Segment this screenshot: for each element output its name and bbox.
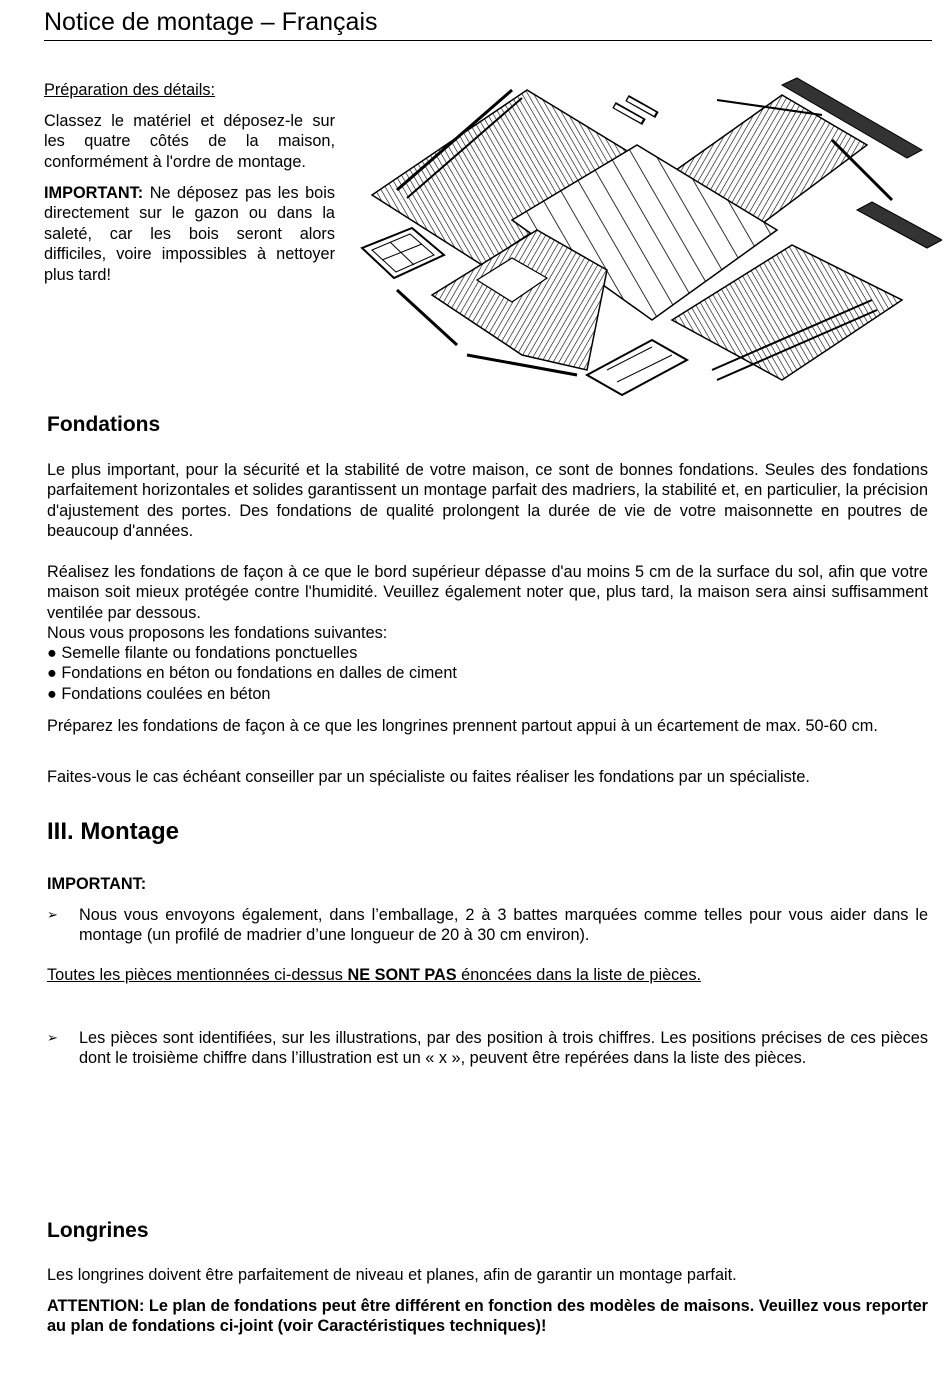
montage-heading: III. Montage [47, 818, 179, 845]
longrines-heading: Longrines [47, 1219, 149, 1242]
door-frame [587, 340, 687, 395]
preparation-heading: Préparation des détails: [44, 81, 216, 99]
fondations-list [47, 643, 457, 704]
fondations-paragraph-5: Faites-vous le cas échéant conseiller par un spécialiste ou faites réaliser les fondations par un spécialiste. [47, 768, 810, 786]
longrines-attention: ATTENTION: Le plan de fondations peut être différent en fonction des modèles de maisons. Veuillez vous reporter au plan de fondations ci-joint (voir Caractéristiques techniques)! [47, 1297, 928, 1336]
title-divider [44, 40, 932, 41]
montage-item-2 [47, 1028, 928, 1069]
exploded-house-illustration [352, 70, 942, 410]
montage-note: Toutes les pièces mentionnées ci-dessus NE SONT PAS énoncées dans la liste de pièces. [47, 966, 702, 984]
montage-item-1-text: Nous vous envoyons également, dans l’emballage, 2 à 3 battes marquées comme telles pour vous aider dans le montage (un profilé de madrier d’une longueur de 20 à 30 cm environ). [79, 906, 928, 945]
montage-item-2-text: Les pièces sont identifiées, sur les illustrations, par des position à trois chiffres. Les positions précises de ces pièces dont le troisième chiffre dans l’illustration est un « x », peuvent être repérées dans la liste des pièces. [79, 1029, 928, 1068]
fondations-paragraph-1: Le plus important, pour la sécurité et la stabilité de votre maison, ce sont de bonnes fondations. Seules des fondations parfaitement horizontales et solides garantissent un montage parfait des madriers, la stabilité et, en particulier, la précision d'ajustement des portes. Des fondations de qualité prolongent la durée de vie de votre maisonnette en poutres de beaucoup d'années. [47, 461, 928, 541]
list-item: ● Fondations en béton ou fondations en dalles de ciment [47, 664, 457, 683]
list-item: ● Fondations coulées en béton [47, 684, 271, 703]
fondations-paragraph-3: Nous vous proposons les fondations suivantes: [47, 624, 388, 642]
fondations-paragraph-2: Réalisez les fondations de façon à ce que le bord supérieur dépasse d'au moins 5 cm de la surface du sol, afin que votre maison soit mieux protégée contre l'humidité. Veuillez également noter que, plus tard, la maison sera ainsi suffisamment ventilée par dessous. [47, 563, 928, 622]
arrow-bullet-icon: ➢ [47, 1030, 58, 1045]
important-text: Ne déposez pas les bois directement sur le gazon ou dans la saleté, car les bois seront alors difficiles, voire impossibles à nettoyer plus tard! [44, 184, 335, 284]
fondations-paragraph-4: Préparez les fondations de façon à ce que les longrines prennent partout appui à un écartement de max. 50-60 cm. [47, 717, 878, 735]
montage-item-1 [47, 905, 928, 946]
preparation-text: Classez le matériel et déposez-le sur les quatre côtés de la maison, conformément à l'ordre de montage. [44, 112, 335, 171]
preparation-important [44, 183, 335, 285]
board-stack-right [857, 202, 942, 248]
list-item: ● Semelle filante ou fondations ponctuelles [47, 644, 358, 662]
important-label: IMPORTANT: [44, 184, 144, 202]
arrow-bullet-icon: ➢ [47, 907, 58, 922]
page-title: Notice de montage – Français [44, 8, 378, 36]
longrines-paragraph: Les longrines doivent être parfaitement de niveau et planes, afin de garantir un montage parfait. [47, 1266, 737, 1284]
fondations-heading: Fondations [47, 413, 161, 436]
montage-important-label: IMPORTANT: [47, 875, 147, 893]
